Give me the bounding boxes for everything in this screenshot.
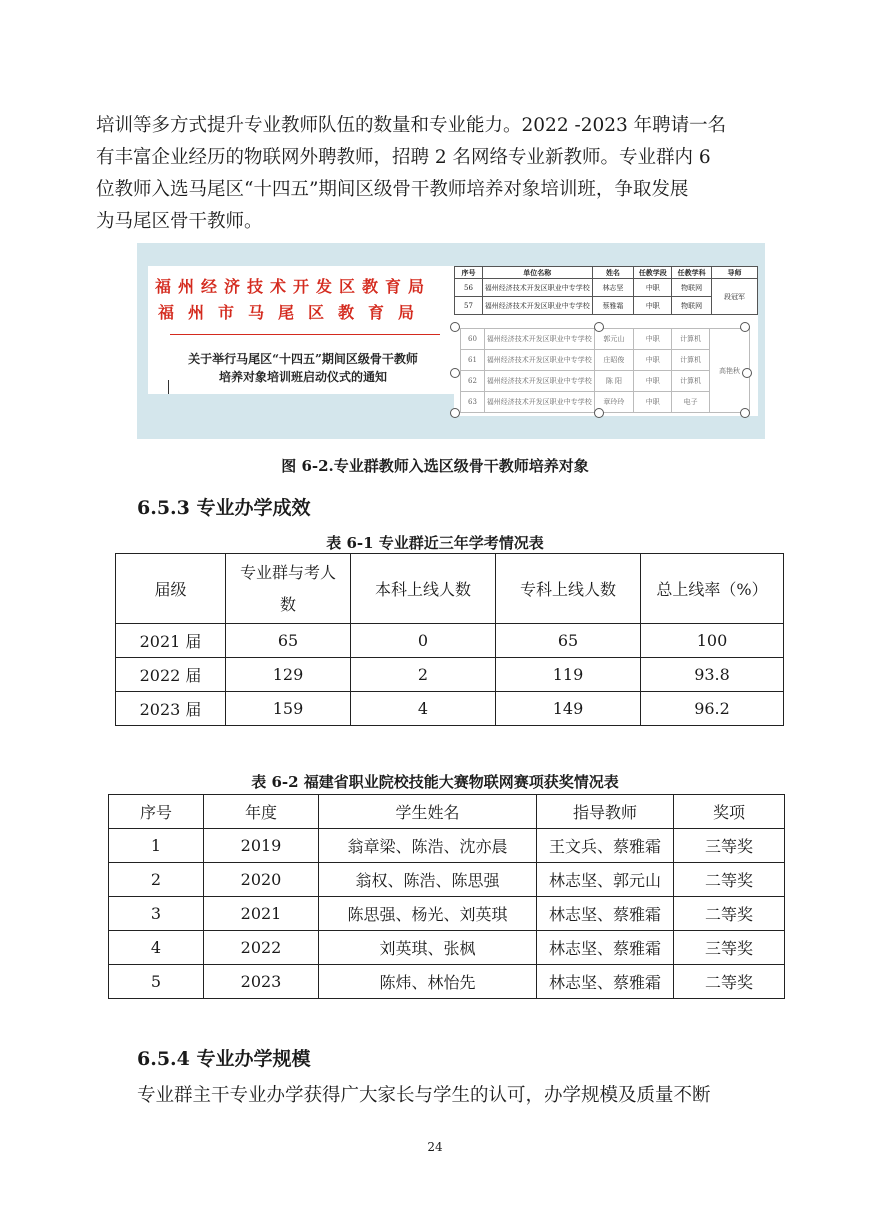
- list-cell: 中职: [634, 279, 672, 297]
- notice-document: [148, 266, 458, 394]
- resize-handle-icon: [450, 408, 460, 418]
- table-cell: 149: [496, 692, 641, 726]
- intro-line: 培训等多方式提升专业教师队伍的数量和专业能力。2022 -2023 年聘请一名: [96, 115, 727, 136]
- resize-handle-icon: [742, 368, 752, 378]
- table-cell: 129: [226, 658, 351, 692]
- list-cell: 62: [461, 371, 485, 392]
- list-header: 任教学段: [634, 267, 672, 279]
- table-row: [116, 624, 784, 658]
- awards-table: [108, 794, 785, 999]
- table-cell: 二等奖: [674, 897, 785, 931]
- table-cell: 刘英琪、张枫: [319, 931, 537, 965]
- list-mentor: 段冠军: [712, 279, 758, 315]
- list-cell: 福州经济技术开发区职业中专学校: [484, 371, 594, 392]
- section-heading-654: 6.5.4 专业办学规模: [137, 1048, 311, 1070]
- list-cell: 林志坚: [592, 279, 634, 297]
- list-cell: 陈 阳: [594, 371, 634, 392]
- notice-title-2: 培养对象培训班启动仪式的通知: [218, 370, 387, 384]
- table-cell: 100: [641, 624, 784, 658]
- table-header: 学生姓名: [319, 795, 537, 829]
- table-header: 总上线率（%）: [641, 554, 784, 624]
- list-cell: 福州经济技术开发区职业中专学校: [482, 279, 592, 297]
- list-cell: 物联网: [672, 279, 712, 297]
- section-heading-653: 6.5.3 专业办学成效: [137, 497, 311, 519]
- table-cell: 陈思强、杨光、刘英琪: [319, 897, 537, 931]
- notice-title-1: 关于举行马尾区“十四五”期间区级骨干教师: [188, 352, 418, 366]
- table-cell: 3: [109, 897, 204, 931]
- table-cell: 翁章梁、陈浩、沈亦晨: [319, 829, 537, 863]
- figure-caption: 图 6-2.专业群教师入选区级骨干教师培养对象: [281, 457, 589, 475]
- table-cell: 93.8: [641, 658, 784, 692]
- table2-caption: 表 6-2 福建省职业院校技能大赛物联网赛项获奖情况表: [251, 773, 619, 791]
- list-cell: 福州经济技术开发区职业中专学校: [484, 392, 594, 413]
- table-cell: 王文兵、蔡雅霜: [537, 829, 674, 863]
- table-row: [109, 897, 785, 931]
- table-cell: 2021: [204, 897, 319, 931]
- table-cell: 4: [109, 931, 204, 965]
- table-header-line: 数: [279, 594, 296, 614]
- table-cell: 1: [109, 829, 204, 863]
- table-cell: 2: [351, 658, 496, 692]
- table-cell: 5: [109, 965, 204, 999]
- resize-handle-icon: [594, 408, 604, 418]
- table-row: [109, 965, 785, 999]
- table-header: 序号: [109, 795, 204, 829]
- resize-handle-icon: [594, 322, 604, 332]
- table-header: 奖项: [674, 795, 785, 829]
- list-cell: 61: [461, 350, 485, 371]
- resize-handle-icon: [740, 408, 750, 418]
- table-cell: 2020: [204, 863, 319, 897]
- table-cell: 三等奖: [674, 829, 785, 863]
- table-row: [109, 829, 785, 863]
- table-cell: 159: [226, 692, 351, 726]
- list-cell: 物联网: [672, 297, 712, 315]
- table-cell: 陈炜、林怡先: [319, 965, 537, 999]
- table-cell: 65: [496, 624, 641, 658]
- table-cell: 2022 届: [116, 658, 226, 692]
- table-cell: 三等奖: [674, 931, 785, 965]
- teacher-list-1: [454, 266, 758, 315]
- intro-line: 有丰富企业经历的物联网外聘教师，招聘 2 名网络专业新教师。专业群内 6: [96, 147, 711, 168]
- table-cell: 2019: [204, 829, 319, 863]
- list-cell: 中职: [634, 329, 672, 350]
- table-cell: 2021 届: [116, 624, 226, 658]
- intro-paragraph: [96, 110, 786, 238]
- notice-org-1: 福州经济技术开发区教育局: [154, 277, 431, 296]
- table-cell: 二等奖: [674, 863, 785, 897]
- table1-caption: 表 6-1 专业群近三年学考情况表: [326, 534, 544, 552]
- list-cell: 福州经济技术开发区职业中专学校: [484, 329, 594, 350]
- table-cell: 96.2: [641, 692, 784, 726]
- table-header: 届级: [116, 554, 226, 624]
- list-header: 任教学科: [672, 267, 712, 279]
- table-header: 年度: [204, 795, 319, 829]
- table-cell: 翁权、陈浩、陈思强: [319, 863, 537, 897]
- list-cell: 63: [461, 392, 485, 413]
- list-header: 序号: [455, 267, 483, 279]
- table-cell: 2023 届: [116, 692, 226, 726]
- list-cell: 蔡雅霜: [592, 297, 634, 315]
- resize-handle-icon: [740, 322, 750, 332]
- list-cell: 福州经济技术开发区职业中专学校: [484, 350, 594, 371]
- table-cell: 林志坚、蔡雅霜: [537, 965, 674, 999]
- exam-results-table: [115, 553, 784, 726]
- list-header: 姓名: [592, 267, 634, 279]
- table-header: [226, 554, 351, 624]
- list-cell: 57: [455, 297, 483, 315]
- table-header-line: 专业群与考人: [239, 562, 336, 582]
- resize-handle-icon: [450, 368, 460, 378]
- table-row: [116, 658, 784, 692]
- list-cell: 中职: [634, 392, 672, 413]
- list-header: 单位名称: [482, 267, 592, 279]
- table-cell: 4: [351, 692, 496, 726]
- list-mentor: 高艳秋: [710, 329, 750, 413]
- list-cell: 计算机: [672, 329, 710, 350]
- notice-red-rule: [170, 334, 440, 335]
- table-row: [109, 931, 785, 965]
- list-cell: 中职: [634, 371, 672, 392]
- list-cell: 福州经济技术开发区职业中专学校: [482, 297, 592, 315]
- table-header: 指导教师: [537, 795, 674, 829]
- body-line: 专业群主干专业办学获得广大家长与学生的认可，办学规模及质量不断: [137, 1085, 711, 1106]
- list-cell: 计算机: [672, 350, 710, 371]
- table-cell: 2022: [204, 931, 319, 965]
- list-cell: 庄昭俊: [594, 350, 634, 371]
- table-header: 本科上线人数: [351, 554, 496, 624]
- list-cell: 电子: [672, 392, 710, 413]
- table-header-row: [116, 554, 784, 624]
- notice-org-2: 福州市马尾区教育局: [157, 303, 428, 322]
- list-cell: 章玲玲: [594, 392, 634, 413]
- table-cell: 林志坚、郭元山: [537, 863, 674, 897]
- intro-line: 位教师入选马尾区“十四五”期间区级骨干教师培养对象培训班，争取发展: [96, 179, 689, 200]
- list-cell: 计算机: [672, 371, 710, 392]
- table-row: [116, 692, 784, 726]
- list-cell: 中职: [634, 297, 672, 315]
- table-header: 专科上线人数: [496, 554, 641, 624]
- list-cell: 56: [455, 279, 483, 297]
- table-cell: 林志坚、蔡雅霜: [537, 897, 674, 931]
- text-cursor: [168, 380, 169, 394]
- resize-handle-icon: [450, 322, 460, 332]
- table-cell: 二等奖: [674, 965, 785, 999]
- teacher-list-screenshot: [454, 266, 758, 416]
- table-cell: 65: [226, 624, 351, 658]
- table-cell: 0: [351, 624, 496, 658]
- table-cell: 林志坚、蔡雅霜: [537, 931, 674, 965]
- intro-line: 为马尾区骨干教师。: [96, 211, 263, 232]
- table-cell: 2023: [204, 965, 319, 999]
- page-number: 24: [427, 1140, 443, 1154]
- table-cell: 2: [109, 863, 204, 897]
- list-cell: 中职: [634, 350, 672, 371]
- table-header-row: [109, 795, 785, 829]
- list-cell: 60: [461, 329, 485, 350]
- table-row: [109, 863, 785, 897]
- body-paragraph: [137, 1080, 787, 1112]
- list-cell: 郭元山: [594, 329, 634, 350]
- table-cell: 119: [496, 658, 641, 692]
- teacher-list-2: [460, 328, 750, 413]
- list-header: 导师: [712, 267, 758, 279]
